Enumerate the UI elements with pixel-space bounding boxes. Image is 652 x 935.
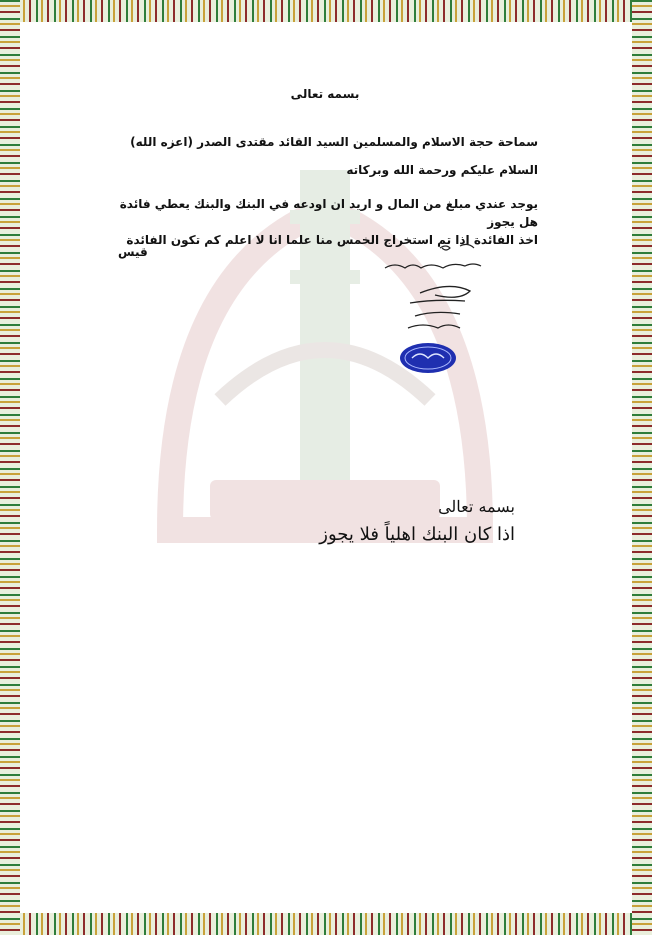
border-top: [0, 0, 652, 22]
question-line-2: اخذ الفائدة اذا تم استخراج الخمس منا علما انا لا اعلم كم تكون الفائدة: [126, 233, 538, 247]
blue-oval-seal-icon: [400, 343, 456, 373]
answer-text: اذا كان البنك اهلياً فلا يجوز: [319, 524, 515, 545]
border-bottom: [0, 913, 652, 935]
sender-name: قيس: [118, 245, 148, 259]
document-heading: بسمه تعالى: [290, 87, 360, 101]
border-left: [0, 0, 20, 935]
handwritten-note-icon: [385, 244, 481, 268]
signature-and-seal: [380, 238, 490, 378]
greeting-line: السلام عليكم ورحمة الله وبركاته: [346, 163, 538, 177]
answer-title: بسمه تعالى: [438, 497, 515, 516]
handwritten-signature-icon: [408, 286, 470, 328]
border-right: [632, 0, 652, 935]
address-line: سماحة حجة الاسلام والمسلمين السيد القائد مقتدى الصدر (اعزه الله): [130, 135, 538, 149]
question-line-1: يوجد عندي مبلغ من المال و اريد ان اودعه في البنك والبنك يعطي فائدة هل يجوز: [119, 197, 538, 229]
